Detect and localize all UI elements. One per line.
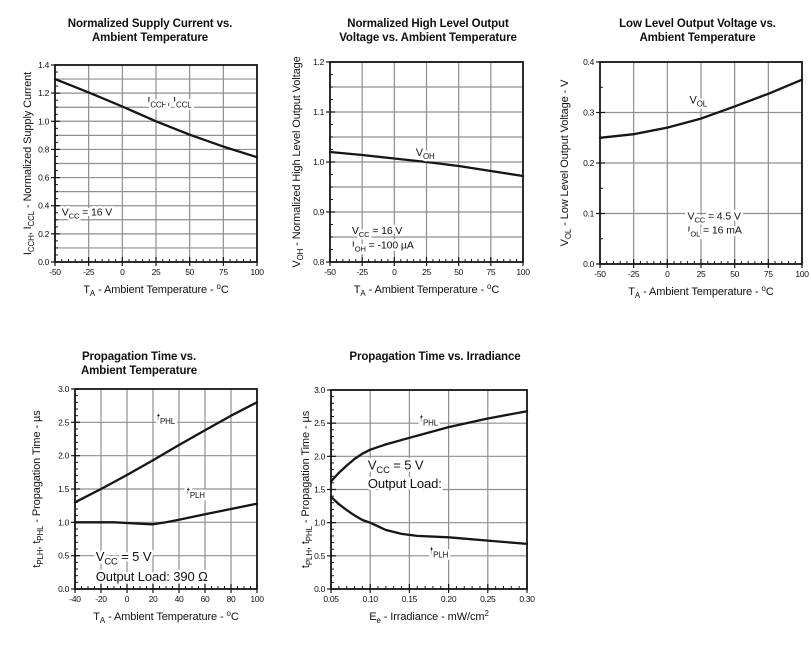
x-tick-label: 50 — [730, 269, 740, 279]
y-tick-label: 1.0 — [58, 517, 69, 528]
y-axis-label: $t_{PLH}$, $t_{PHL}$ - Propagation Time - µs — [31, 410, 46, 568]
series-label-tPLH: $t_{PLH}$ — [186, 486, 205, 501]
chart-propagation-time-vs-temperature — [30, 345, 310, 651]
chart-low-level-output-voltage — [548, 12, 811, 314]
y-tick-label: 1.0 — [313, 157, 324, 167]
y-tick-label: 1.0 — [314, 517, 325, 528]
y-tick-label: 1.0 — [38, 116, 49, 127]
x-tick-label: 0.20 — [440, 594, 457, 604]
condition-annotation: Output Load: 390 Ω — [95, 569, 208, 584]
chart-title-line: Voltage vs. Ambient Temperature — [339, 32, 517, 44]
y-tick-label: 0.4 — [583, 57, 594, 67]
y-tick-label: 0.0 — [58, 584, 69, 594]
x-tick-label: 0 — [124, 594, 130, 604]
y-tick-label: 0.6 — [38, 172, 49, 183]
tick-labels — [313, 57, 530, 277]
chart-title-line: Ambient Temperature — [91, 32, 209, 44]
condition-annotation: $V_{CC} = 16$ V — [61, 206, 113, 221]
y-tick-label: 0.2 — [583, 158, 594, 168]
y-tick-label: 0.5 — [58, 550, 69, 561]
x-tick-label: 0.30 — [519, 594, 535, 604]
high-level-output-voltage-plot — [285, 12, 565, 314]
axis-ticks — [51, 65, 257, 266]
x-tick-label: 0 — [120, 267, 125, 277]
y-tick-label: 3.0 — [314, 385, 325, 395]
y-tick-label: 1.4 — [38, 60, 49, 70]
x-tick-label: -50 — [49, 267, 61, 277]
y-tick-label: 2.0 — [314, 451, 325, 462]
x-tick-label: -40 — [69, 594, 81, 604]
condition-annotation: Output Load: — [367, 476, 442, 492]
x-tick-label: 0 — [392, 267, 397, 277]
x-tick-label: 0 — [665, 269, 670, 279]
x-tick-label: -25 — [356, 267, 368, 277]
x-tick-label: -50 — [594, 269, 606, 279]
y-axis-label: $V_{OL}$ - Low Level Output Voltage - V — [559, 79, 574, 247]
condition-annotation: $V_{CC} = 5$ V — [367, 457, 424, 476]
series-label-tPLH: $t_{PLH}$ — [430, 545, 449, 560]
y-tick-label: 1.1 — [313, 107, 324, 117]
y-tick-label: 0.0 — [583, 259, 594, 269]
condition-annotation: $V_{CC} = 5$ V — [95, 549, 152, 567]
x-tick-label: 75 — [218, 267, 228, 277]
x-tick-label: 40 — [174, 594, 184, 604]
y-tick-label: 1.5 — [314, 484, 325, 495]
y-tick-label: 3.0 — [58, 384, 69, 394]
y-tick-label: 1.5 — [58, 484, 69, 494]
chart-normalized-supply-current — [10, 12, 290, 314]
y-axis-label: $t_{PLH}$, $t_{PHL}$ - Propagation Time - µs — [300, 410, 315, 569]
chart-title-line: Normalized High Level Output — [347, 18, 509, 30]
series-label-VOH: $V_{OH}$ — [415, 147, 435, 162]
chart-normalized-high-level-output-voltage — [285, 12, 565, 314]
x-tick-label: 100 — [795, 269, 809, 279]
x-axis-label: $T_A$ - Ambient Temperature - $^o$C — [83, 281, 229, 299]
supply-current-plot — [10, 12, 290, 314]
y-axis-label: $V_{OH}$ - Normalized High Level Output Voltage — [291, 56, 306, 268]
x-tick-label: 50 — [454, 267, 464, 277]
y-tick-label: 0.9 — [313, 207, 324, 217]
x-tick-label: 60 — [200, 594, 210, 604]
chart-title-line: Ambient Temperature — [639, 32, 756, 44]
x-tick-label: 0.10 — [362, 594, 378, 604]
series-tPLH — [331, 497, 527, 544]
y-tick-label: 0.4 — [38, 200, 49, 211]
gridlines — [55, 65, 257, 262]
condition-annotation: $V_{CC} = 4.5$ V — [687, 210, 741, 225]
chart-title-line: Propagation Time vs. — [81, 351, 197, 363]
series-label-tPHL: $t_{PHL}$ — [156, 412, 176, 427]
chart-title-line: Ambient Temperature — [80, 365, 198, 377]
chart-title-line: Normalized Supply Current vs. — [67, 18, 233, 30]
y-tick-label: 0.8 — [38, 144, 49, 155]
y-tick-label: 2.5 — [314, 418, 325, 429]
x-axis-label: $T_A$ - Ambient Temperature - $^o$C — [628, 283, 774, 301]
x-tick-label: 80 — [226, 594, 236, 604]
y-tick-label: 1.2 — [313, 57, 324, 67]
x-tick-label: 100 — [516, 267, 530, 277]
x-axis-label: $T_A$ - Ambient Temperature - $^o$C — [93, 608, 239, 626]
y-tick-label: 0.3 — [583, 107, 594, 118]
y-tick-label: 1.2 — [38, 88, 49, 99]
x-tick-label: -20 — [95, 594, 107, 604]
x-tick-label: -50 — [324, 267, 336, 277]
x-tick-label: 100 — [250, 267, 264, 277]
chart-propagation-time-vs-irradiance — [285, 345, 565, 651]
propagation-time-irradiance-plot — [285, 345, 565, 651]
series-label-VOL: $V_{OL}$ — [689, 94, 708, 109]
x-tick-label: 20 — [148, 594, 158, 604]
x-tick-label: 0.15 — [401, 594, 418, 604]
y-tick-label: 0.8 — [313, 257, 324, 267]
y-tick-label: 0.0 — [38, 257, 49, 267]
x-tick-label: 75 — [486, 267, 496, 277]
condition-annotation: $I_{OL} = 16$ mA — [687, 224, 742, 239]
chart-title-line: Propagation Time vs. Irradiance — [349, 351, 521, 363]
y-tick-label: 0.5 — [314, 550, 325, 561]
chart-title-line: Low Level Output Voltage vs. — [619, 18, 776, 30]
propagation-time-temperature-plot — [30, 345, 310, 651]
y-tick-label: 0.1 — [583, 208, 594, 219]
x-axis-label: $E_e$ - Irradiance - $mW/cm^2$ — [369, 608, 489, 626]
x-tick-label: 0.25 — [480, 594, 496, 604]
series-label-tPHL: $t_{PHL}$ — [419, 413, 439, 428]
x-tick-label: 75 — [763, 269, 773, 279]
x-tick-label: 0.05 — [323, 594, 339, 604]
x-axis-label: $T_A$ - Ambient Temperature - $^o$C — [353, 281, 500, 299]
y-tick-label: 0.0 — [314, 584, 325, 594]
condition-annotation: $V_{CC} = 16$ V — [351, 225, 403, 239]
x-tick-label: 100 — [250, 594, 264, 604]
x-tick-label: 25 — [151, 267, 161, 277]
series-label-ICCH, ICCL: $I_{CCH}$, $I_{CCL}$ — [147, 95, 192, 110]
x-tick-label: -25 — [82, 267, 95, 277]
x-tick-label: 50 — [185, 267, 195, 277]
y-tick-label: 2.5 — [58, 417, 69, 428]
y-tick-label: 2.0 — [58, 450, 69, 461]
y-axis-label: $I_{CCH}$, $I_{CCL}$ - Normalized Supply Current — [22, 71, 37, 256]
condition-annotation: $I_{OH} = -100$ µA — [351, 239, 414, 254]
series-tPLH — [75, 504, 257, 525]
low-level-output-voltage-plot — [548, 12, 811, 314]
x-tick-label: 25 — [422, 267, 431, 277]
x-tick-label: -25 — [627, 269, 640, 279]
x-tick-label: 25 — [696, 269, 706, 279]
y-tick-label: 0.2 — [38, 228, 49, 239]
